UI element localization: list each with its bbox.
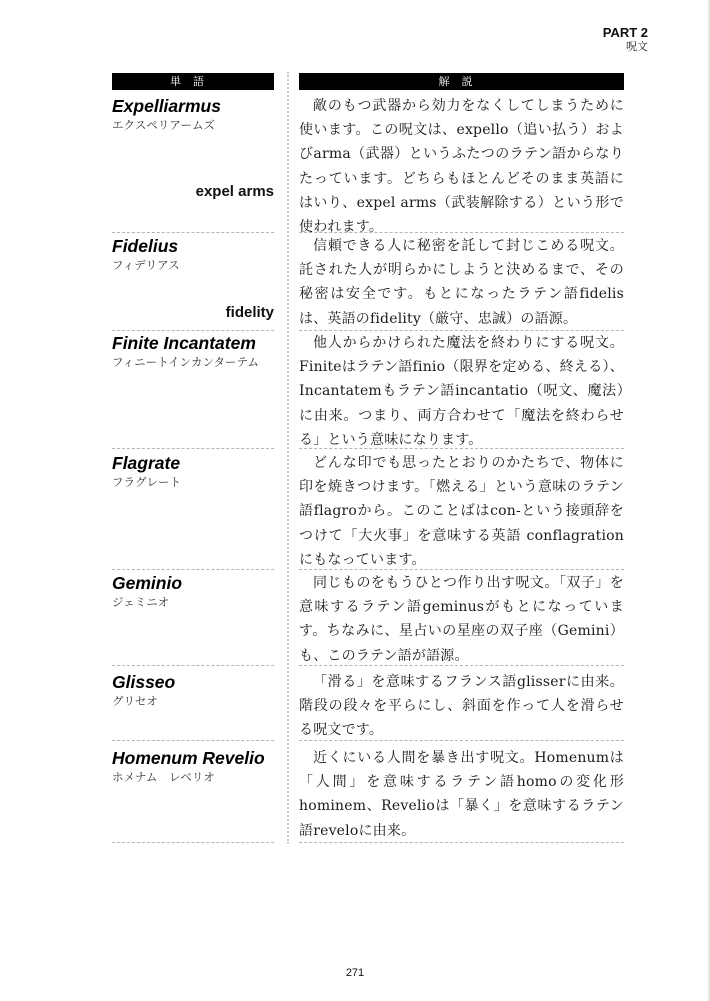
description: 敵のもつ武器から効力をなくしてしまうために使います。この呪文は、expello（追い払う）およびarma（武器）というふたつのラテン語からなりたっています。どちらもほとんどそのまま英語にはいり、expel arms（武装解除する）という形で使われます。: [299, 98, 624, 236]
term-kana: ホメナム レベリオ: [112, 770, 215, 784]
description: どんな印でも思ったとおりのかたちで、物体に印を焼きつけます。「燃える」という意味のラテン語flagroから。このことばはcon-という接頭辞をつけて「大火事」を意味する英語 conflagrationにもなっています。: [299, 455, 624, 568]
term: Finite Incantatem: [112, 333, 256, 353]
term-kana: グリセオ: [112, 694, 158, 708]
term-column: [112, 571, 274, 610]
column-header-explanation: 解説: [299, 73, 624, 90]
term: Geminio: [112, 573, 183, 593]
part-label: PART 2: [602, 25, 648, 40]
part-header: [603, 25, 648, 54]
description: 他人からかけられた魔法を終わりにする呪文。Finiteはラテン語finio（限界を定める、終える）、Incantatemもラテン語incantatio（呪文、魔法）に由来。つまり、両方合わせて「魔法を終わらせる」という意味になります。: [299, 335, 624, 448]
term-kana: フィデリアス: [112, 258, 180, 272]
term-column: [112, 746, 274, 785]
term-gloss: fidelity: [225, 304, 274, 321]
separator: [299, 665, 624, 666]
separator: [112, 665, 274, 666]
term-kana: フラグレート: [112, 475, 181, 489]
term-column: [112, 331, 274, 370]
term-column: [112, 94, 274, 224]
term-column: [112, 234, 274, 324]
term: Fidelius: [112, 236, 179, 256]
description: 近くにいる人間を暴き出す呪文。Homenumは「人間」を意味するラテン語homoの変化形hominem、Revelioは「暴く」を意味するラテン語reveloに由来。: [299, 750, 624, 839]
description: 「滑る」を意味するフランス語glisserに由来。階段の段々を平らにし、斜面を作って人を滑らせる呪文です。: [299, 674, 624, 739]
term: Homenum Revelio: [112, 748, 265, 768]
separator: [299, 569, 624, 570]
separator: [112, 569, 274, 570]
term: Flagrate: [112, 453, 181, 473]
separator: [112, 842, 274, 843]
term-kana: フィニートインカンターテム: [112, 355, 259, 369]
separator: [299, 448, 624, 449]
term: Glisseo: [112, 672, 176, 692]
description: 同じものをもうひとつ作り出す呪文。「双子」を意味するラテン語geminusがもとになっています。ちなみに、星占いの星座の双子座（Gemini）も、このラテン語が語源。: [299, 575, 624, 664]
page-number: 271: [345, 967, 365, 979]
separator: [299, 842, 624, 843]
separator: [112, 448, 274, 449]
term-column: [112, 670, 274, 709]
separator: [112, 232, 274, 233]
section-title: 呪文: [626, 40, 648, 53]
term-kana: エクスペリアームズ: [112, 118, 216, 132]
term-gloss: expel arms: [195, 183, 274, 200]
term: Expelliarmus: [112, 96, 221, 116]
separator: [299, 232, 624, 233]
column-divider: [287, 72, 289, 844]
term-column: [112, 451, 274, 490]
column-header-word: 単語: [112, 73, 274, 90]
term-kana: ジェミニオ: [112, 595, 170, 609]
description: 信頼できる人に秘密を託して封じこめる呪文。託された人が明らかにしようと決めるまで、その秘密は安全です。もとになったラテン語fidelisは、英語のfidelity（厳守、忠誠）の語源。: [299, 238, 624, 327]
separator: [112, 740, 274, 741]
separator: [299, 740, 624, 741]
